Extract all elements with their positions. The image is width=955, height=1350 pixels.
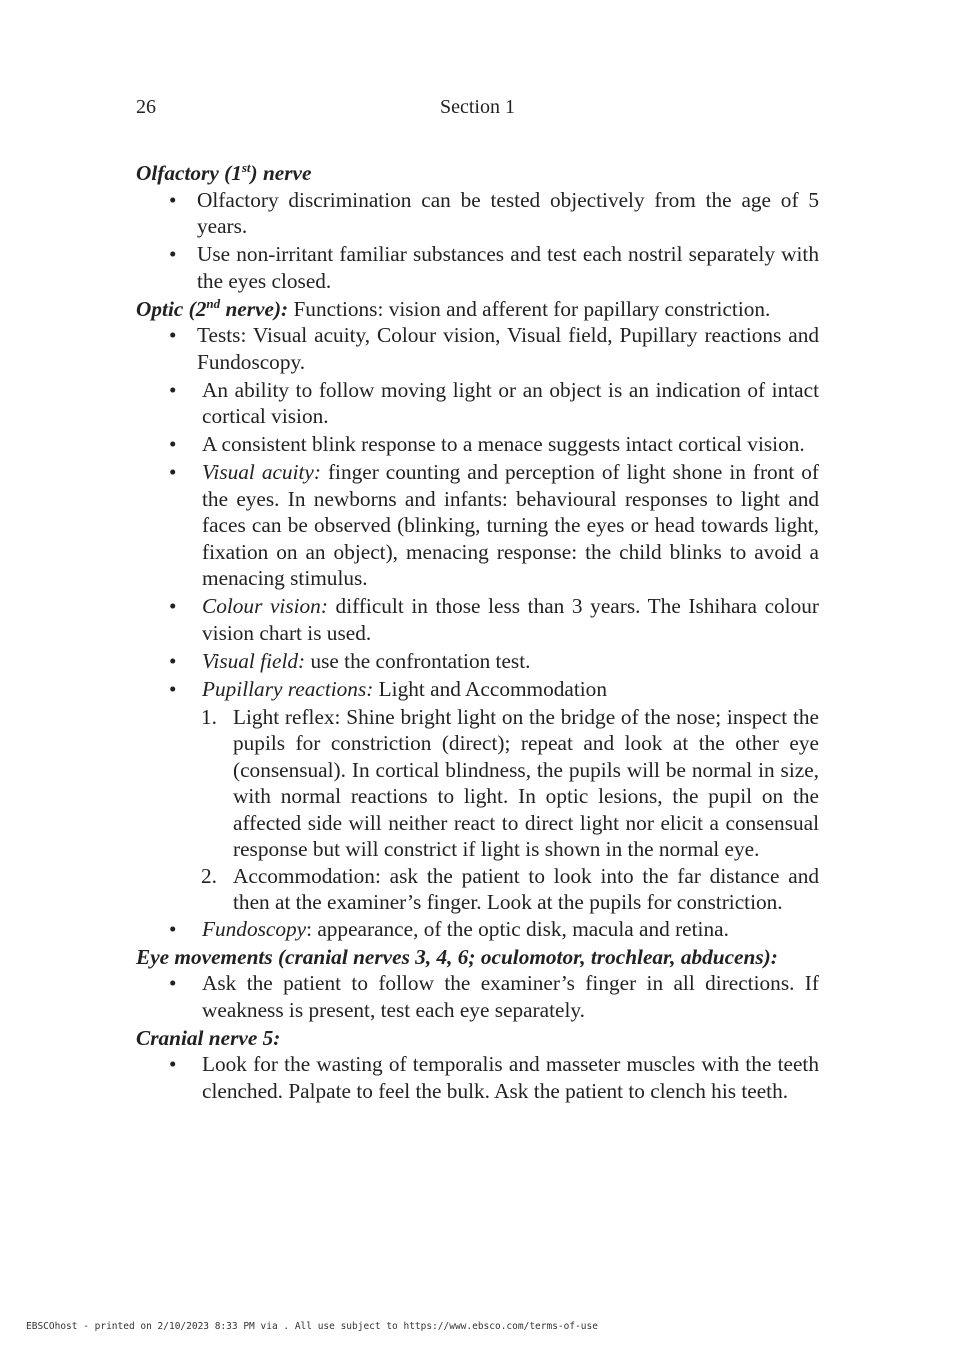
list-item: • A consistent blink response to a menace suggests intact cortical vision. <box>169 432 805 456</box>
pupillary-sublist <box>136 704 819 916</box>
list-item: • Use non-irritant familiar substances and test each nostril separately with the eyes closed. <box>169 242 819 293</box>
list-item: • An ability to follow moving light or an object is an indication of intact cortical vision. <box>169 377 819 428</box>
list-item: • Tests: Visual acuity, Colour vision, Visual field, Pupillary reactions and Fundoscopy. <box>169 323 819 374</box>
cranial5-list <box>136 1051 819 1104</box>
page-body <box>136 160 819 1106</box>
list-item: • Look for the wasting of temporalis and masseter muscles with the teeth clenched. Palpate to feel the bulk. Ask the patient to clench his teeth. <box>169 1052 819 1103</box>
running-head: Section 1 <box>440 96 515 118</box>
list-item: • Olfactory discrimination can be tested objectively from the age of 5 years. <box>169 187 819 238</box>
footer-note: EBSCOhost - printed on 2/10/2023 8:33 PM via . All use subject to https://www.ebsco.com/terms-of-use <box>26 1321 598 1332</box>
optic-list <box>136 322 819 702</box>
list-item: • Colour vision: difficult in those less than 3 years. The Ishihara colour vision chart is used. <box>169 594 819 645</box>
list-item: • Ask the patient to follow the examiner’s finger in all directions. If weakness is present, test each eye separately. <box>169 971 819 1022</box>
list-item: • Visual acuity: finger counting and perception of light shone in front of the eyes. In newborns and infants: behavioural responses to light and faces can be observed (blinking, turning the eyes or head towards light, fixation on an object), menacing response: the child blinks to avoid a menacing stimulus. <box>169 460 819 590</box>
heading-olfactory: Olfactory (1st) nerve <box>136 159 312 185</box>
list-item: • Visual field: use the confrontation test. <box>169 648 531 673</box>
heading-eye-movements: Eye movements (cranial nerves 3, 4, 6; oculomotor, trochlear, abducens): <box>136 944 778 969</box>
olfactory-list <box>136 187 819 295</box>
list-item: • Fundoscopy: appearance, of the optic disk, macula and retina. <box>169 916 729 941</box>
optic-intro: Optic (2nd nerve): Functions: vision and afferent for papillary constriction. <box>136 295 771 321</box>
numbered-item: 1. Light reflex: Shine bright light on the bridge of the nose; inspect the pupils for constriction (direct); repeat and look at the other eye (consensual). In cortical blindness, the pupils will be normal in size, with normal reactions to light. In optic lesions, the pupil on the affected side will neither react to direct light nor elicit a consensual response but will constrict if light is shown in the normal eye. <box>201 704 819 861</box>
fundoscopy-list <box>136 916 819 943</box>
heading-cranial-nerve-5: Cranial nerve 5: <box>136 1025 281 1050</box>
eye-movements-list <box>136 970 819 1023</box>
numbered-item: 2. Accommodation: ask the patient to look into the far distance and then at the examiner’s finger. Look at the pupils for constriction. <box>201 863 819 914</box>
page-number: 26 <box>136 96 156 118</box>
list-item: • Pupillary reactions: Light and Accommodation <box>169 676 607 701</box>
